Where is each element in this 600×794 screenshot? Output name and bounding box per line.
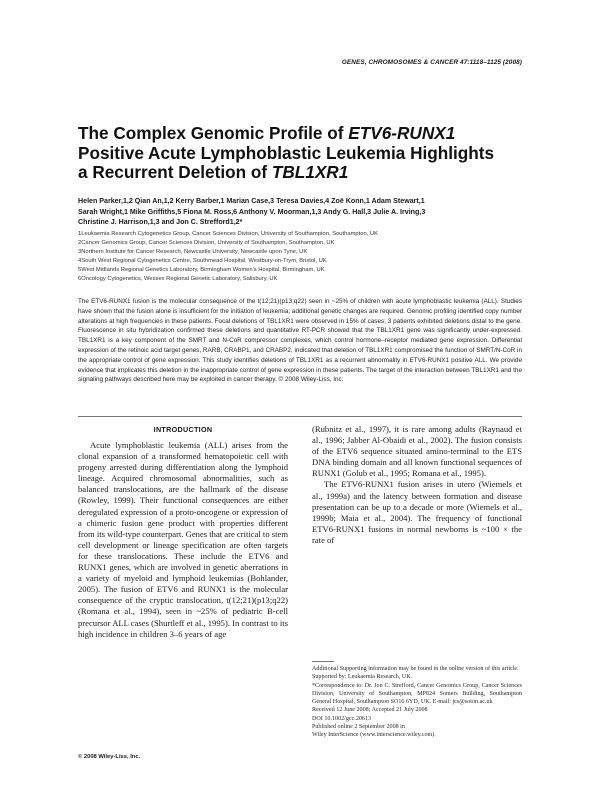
title-gene-etv6-runx1: ETV6-RUNX1 [348, 123, 456, 143]
author-line: Sarah Wright,1 Mike Griffiths,5 Fiona M. Ross,6 Anthony V. Moorman,1,3 Andy G. Hall,3 Julie A. Irving,3 [78, 207, 426, 216]
article-title [78, 124, 538, 183]
affiliation-item: 5West Midlands Regional Genetics Laboratory, Birmingham Women's Hospital, Birmingham, UK [78, 267, 325, 274]
title-gene-tbl1xr1: TBL1XR1 [271, 162, 349, 183]
journal-running-header: GENES, CHROMOSOMES & CANCER 47:1118–1125 (2008) [341, 59, 522, 66]
footnote-item: Supported by: Leukaemia Research, UK. [312, 674, 413, 681]
title-line3-text: a Recurrent Deletion of [78, 162, 272, 183]
footnote-item: Wiley InterScience (www.interscience.wiley.com). [312, 732, 436, 739]
footnote-item: *Correspondence to: Dr. Jon C. Strefford, Cancer Genomics Group, Cancer Sciences Division, University of Southampton, MP824 Somers Building, Southampton General Hospital, Southampton SO16 6YD, UK. E-mail: jcs@soton.ac.uk [312, 682, 522, 706]
introduction-heading: INTRODUCTION [153, 425, 213, 434]
footer-copyright: © 2008 Wiley-Liss, Inc. [78, 754, 141, 760]
footnote-item: DOI 10.1002/gcc.20613 [312, 715, 372, 722]
author-line: Christine J. Harrison,1,3 and Jon C. Strefford1,2* [78, 218, 243, 227]
title-line2-text: Positive Acute Lymphoblastic Leukemia Highlights [78, 142, 495, 163]
left-column-text: Acute lymphoblastic leukemia (ALL) arises from the clonal expansion of a transformed hematopoietic cell with progeny arrested during differentiation along the lymphoid lineage. Acquired chromosomal abnormalities, such as balanced translocations, are the hallmark of the disease (Rowley, 1999). Their functional consequences are either deregulated expression of a proto-oncogene or expression of a chimeric fusion gene product with properties different from its wild-type counterpart. Genes that are critical to stem cell development or lineage specification are often targets for these translocations. These include the ETV6 and RUNX1 genes, which are involved in genetic aberrations in a variety of myeloid and lymphoid leukemias (Bohlander, 2005). The fusion of ETV6 and RUNX1 is the molecular consequence of the cryptic translocation, t(12;21)(p13;q22) (Romana et al., 1994), seen in ~25% of pediatric B-cell precursor ALL cases (Shurtleff et al., 1995). In contrast to its high incidence in children 3–6 years of age [78, 440, 288, 639]
affiliation-item: 3Northern Institute for Cancer Research, Newcastle University, Newcastle upon Tyne, UK [78, 249, 308, 256]
author-line: Helen Parker,1,2 Qian An,1,2 Kerry Barber,1 Marian Case,3 Teresa Davies,4 Zoë Konn,1 Adam Stewart,1 [78, 197, 425, 205]
title-line1-text: The Complex Genomic Profile of [78, 123, 349, 143]
right-column-paragraph: The ETV6-RUNX1 fusion arises in utero (Wiemels et al., 1999a) and the latency between formation and disease presentation can be up to a decade or more (Wiemels et al., 1999b; Maia et al., 2004). The frequency of functional ETV6-RUNX1 fusions in normal newborns is ~100 × the rate of [312, 479, 522, 545]
footnote-item: Received 12 June 2008; Accepted 21 July 2008 [312, 707, 428, 714]
right-column-text [312, 424, 522, 546]
footnote-item: Additional Supporting information may be found in the online version of this article. [312, 666, 519, 672]
abstract-divider [78, 416, 522, 417]
affiliation-item: 6Oncology Cytogenetics, Wessex Regional Genetic Laboratory, Salisbury, UK [78, 276, 278, 283]
affiliation-item: 1Leukaemia Research Cytogenetics Group, Cancer Sciences Division, University of Southampton, Southampton, UK [78, 231, 378, 237]
affiliation-list [78, 230, 518, 285]
footnote-divider [312, 661, 334, 662]
abstract: The ETV6-RUNX1 fusion is the molecular consequence of the t(12;21)(p13;q22) seen in ~25% of children with acute lymphoblastic leukemia (ALL). Studies have shown that the fusion alone is insufficient for the initiation of leukemia; additional genetic changes are required. Genomic profiling identified copy number alterations at high frequencies in these patients. Focal deletions of TBL1XR1 were observed in 15% of cases; 3 patients exhibited deletions distal to the gene. Fluorescence in situ hybridization confirmed these deletions and quantitative RT-PCR showed that the TBL1XR1 gene was significantly under-expressed. TBL1XR1 is a key component of the SMRT and N-CoR compressor complexes, which control hormone–receptor mediated gene expression. Differential expression of the retinoic acid target genes, RARB, CRABP1, and CRABP2, indicated that deletion of TBL1XR1 compromised the function of SMRT/N-CoR in the appropriate control of gene expression. This study identifies deletions of TBL1XR1 as a recurrent abnormality in ETV6-RUNX1 positive ALL. We provide evidence that implicates this deletion in the inappropriate control of gene expression in these patients. The target of the interaction between TBL1XR1 and the signaling pathways described here may be exploited in cancer therapy. © 2008 Wiley-Liss, Inc. [78, 298, 522, 384]
affiliation-item: 2Cancer Genomics Group, Cancer Sciences Division, University of Southampton, Southampton, UK [78, 240, 335, 247]
author-list [78, 196, 518, 228]
article-footnotes [312, 665, 522, 740]
affiliation-item: 4South West Regional Cytogenetics Centre, Southmead Hospital, Westbury-on-Trym, Bristol, UK [78, 258, 327, 265]
footnote-item: Published online 2 September 2008 in [312, 724, 405, 731]
right-column-paragraph: (Rubnitz et al., 1997), it is rare among adults (Raynaud et al., 1996; Jabber Al-Obaidi et al., 2002). The fusion consists of the ETV6 sequence situated amino-terminal to the ETS DNA binding domain and all known functional sequences of RUNX1 (Golub et al., 1995; Romana et al., 1995). [312, 424, 522, 479]
